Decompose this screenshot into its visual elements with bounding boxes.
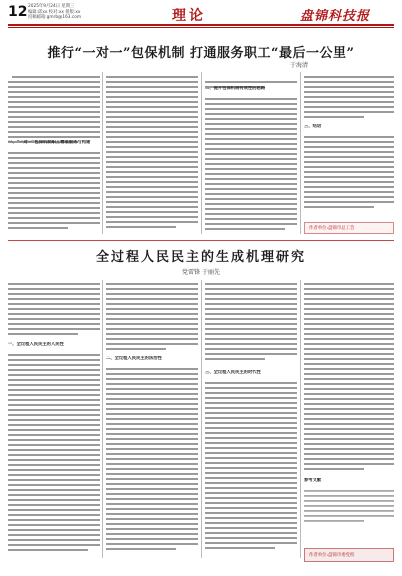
email-line: 投稿邮箱:gmrb@163.com	[28, 15, 82, 20]
article1-column-3-top	[205, 74, 297, 84]
column-divider	[201, 280, 202, 558]
article1-byline: 于海清	[290, 62, 309, 69]
article1-column-4b	[304, 134, 394, 220]
article2-author-box	[304, 548, 394, 562]
text-lines	[304, 281, 394, 477]
editor-line: 编辑:邱xx 校对:xx 排版:xx	[28, 9, 81, 15]
text-lines	[8, 281, 100, 341]
text-lines	[304, 74, 394, 122]
article2-column-3	[205, 281, 297, 369]
article2-references-heading: 参考文献	[304, 478, 322, 483]
article1-headline: 推行“一对一”包保机制 打通服务职工“最后一公里”	[47, 46, 355, 61]
text-lines	[205, 281, 297, 369]
article2-column-2b	[106, 366, 198, 558]
article1-subhead-2: 二、提升包保机制有效性的思路	[205, 86, 266, 91]
header-rule-thin	[8, 27, 394, 28]
column-divider	[300, 72, 301, 234]
article1-column-4	[304, 74, 394, 122]
text-lines	[304, 134, 394, 220]
page-number: 12	[8, 4, 28, 20]
article1-column-1b	[8, 150, 100, 236]
column-divider	[300, 280, 301, 558]
text-lines	[205, 96, 297, 236]
article1-author-box	[304, 222, 394, 234]
masthead-logo: 盘锦科技报	[300, 9, 371, 24]
text-lines	[205, 380, 297, 558]
article2-author-unit: 作者单位:盘锦市委党校	[309, 553, 355, 558]
article2-column-1b	[8, 352, 100, 558]
text-lines	[106, 366, 198, 558]
header-rule	[8, 24, 394, 26]
text-lines	[106, 281, 198, 355]
article1-column-3	[205, 96, 297, 236]
text-lines	[8, 150, 100, 236]
article1-author-unit: 作者单位:盘锦市总工会	[309, 226, 355, 231]
column-divider	[102, 72, 103, 234]
column-divider	[102, 280, 103, 558]
section-title: 理论	[172, 8, 206, 24]
text-lines	[8, 352, 100, 558]
article2-subhead-2: 二、全过程人民民主的法治性	[106, 356, 162, 361]
article1-subhead-3: 三、结语	[304, 124, 322, 129]
article2-subhead-3: 三、全过程人民民主的时代性	[205, 370, 261, 375]
text-lines	[304, 488, 394, 528]
text-lines	[106, 74, 198, 236]
article2-column-2	[106, 281, 198, 355]
article2-column-4	[304, 281, 394, 477]
issue-date: 2025年9月24日 星期三	[28, 4, 75, 9]
article2-subhead-1: 一、全过程人民民主的人民性	[8, 342, 64, 347]
column-divider	[201, 72, 202, 234]
article2-references	[304, 488, 394, 528]
article2-column-3b	[205, 380, 297, 558]
article2-byline: 党雷锋 于丽先	[182, 269, 220, 276]
article1-subhead-1: 一、“一对一”包保机制职工精准服务与构建	[8, 140, 91, 145]
article-separator	[8, 240, 394, 241]
article2-headline: 全过程人民民主的生成机理研究	[95, 250, 306, 265]
article1-column-2	[106, 74, 198, 236]
article2-column-1	[8, 281, 100, 341]
